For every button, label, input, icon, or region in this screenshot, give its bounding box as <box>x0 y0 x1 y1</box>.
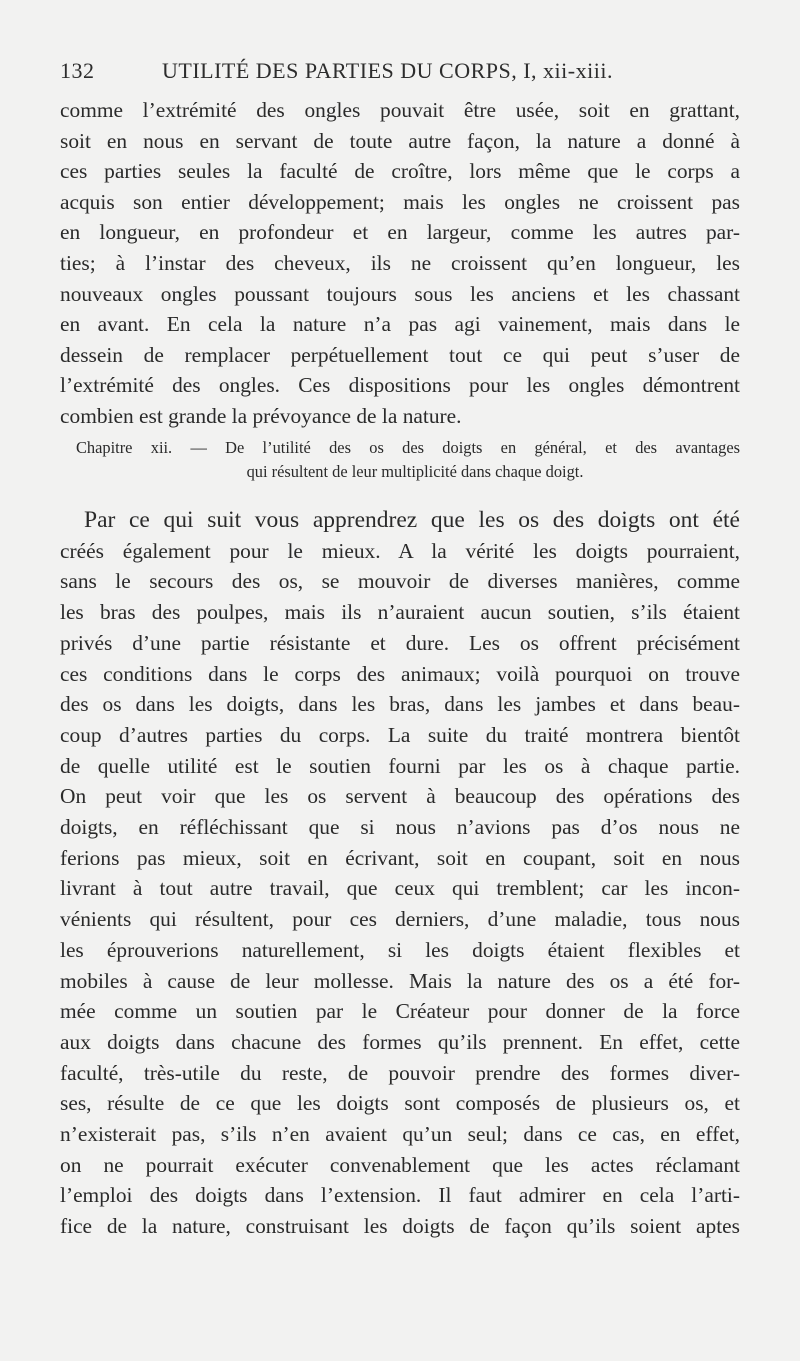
text-line: en longueur, en profondeur et en largeur, comme les autres par- <box>60 220 740 245</box>
text-line: ties; à l’instar des cheveux, ils ne croissent qu’en longueur, les <box>60 250 740 275</box>
chapter-heading <box>76 436 740 484</box>
text-line: On peut voir que les os servent à beaucoup des opérations des <box>60 784 740 809</box>
text-line: nouveaux ongles poussant toujours sous les anciens et les chassant <box>60 281 740 306</box>
text-line: vénients qui résultent, pour ces derniers, d’une maladie, tous nous <box>60 907 740 932</box>
text-line: les éprouverions naturellement, si les doigts étaient flexibles et <box>60 937 740 962</box>
paragraph-os-des-doigts <box>60 505 740 1242</box>
text-line: en avant. En cela la nature n’a pas agi vainement, mais dans le <box>60 312 740 337</box>
text-line: privés d’une partie résistante et dure. Les os offrent précisément <box>60 630 740 655</box>
text-line: doigts, en réfléchissant que si nous n’avions pas d’os nous ne <box>60 815 740 840</box>
text-line: ces parties seules la faculté de croître, lors même que le corps a <box>60 159 740 184</box>
text-line: livrant à tout autre travail, que ceux qui tremblent; car les incon- <box>60 876 740 901</box>
text-line: ses, résulte de ce que les doigts sont composés de plusieurs os, et <box>60 1091 740 1116</box>
text-line: ferions pas mieux, soit en écrivant, soit en coupant, soit en nous <box>60 845 740 870</box>
text-line: soit en nous en servant de toute autre façon, la nature a donné à <box>60 128 740 153</box>
paragraph-ongles <box>60 95 740 432</box>
text-line: acquis son entier développement; mais les ongles ne croissent pas <box>60 189 740 214</box>
running-title: UTILITÉ DES PARTIES DU CORPS, I, xii-xiii. <box>162 58 613 83</box>
text-line: n’existerait pas, s’ils n’en avaient qu’un seul; dans ce cas, en effet, <box>60 1122 740 1147</box>
text-line: des os dans les doigts, dans les bras, dans les jambes et dans beau- <box>60 692 740 717</box>
text-line: Par ce qui suit vous apprendrez que les os des doigts ont été <box>84 507 740 533</box>
text-line: l’emploi des doigts dans l’extension. Il faut admirer en cela l’arti- <box>60 1183 740 1208</box>
page-header <box>60 58 740 92</box>
chapter-heading-line-2: qui résultent de leur multiplicité dans chaque doigt. <box>246 462 584 481</box>
chapter-heading-line-1: Chapitre xii. — De l’utilité des os des doigts en général, et des avantages <box>76 438 740 457</box>
text-line: l’extrémité des ongles. Ces dispositions pour les ongles démontrent <box>60 373 740 398</box>
text-line: comme l’extrémité des ongles pouvait être usée, soit en grattant, <box>60 98 740 122</box>
text-line: ces conditions dans le corps des animaux; voilà pourquoi on trouve <box>60 661 740 686</box>
text-line: coup d’autres parties du corps. La suite du traité montrera bientôt <box>60 722 740 747</box>
text-line: les bras des poulpes, mais ils n’auraient aucun soutien, s’ils étaient <box>60 600 740 625</box>
text-line: mobiles à cause de leur mollesse. Mais la nature des os a été for- <box>60 968 740 993</box>
text-line: créés également pour le mieux. A la vérité les doigts pourraient, <box>60 538 740 563</box>
text-line: mée comme un soutien par le Créateur pour donner de la force <box>60 999 740 1024</box>
text-line: on ne pourrait exécuter convenablement que les actes réclamant <box>60 1152 740 1177</box>
text-line: aux doigts dans chacune des formes qu’ils prennent. En effet, cette <box>60 1029 740 1054</box>
page-number: 132 <box>60 58 95 83</box>
text-line: faculté, très-utile du reste, de pouvoir prendre des formes diver- <box>60 1060 740 1085</box>
text-line: de quelle utilité est le soutien fourni par les os à chaque partie. <box>60 753 740 778</box>
text-line: dessein de remplacer perpétuellement tout ce qui peut s’user de <box>60 342 740 367</box>
text-line: sans le secours des os, se mouvoir de diverses manières, comme <box>60 569 740 594</box>
text-line: combien est grande la prévoyance de la nature. <box>60 403 462 428</box>
text-line: fice de la nature, construisant les doigts de façon qu’ils soient aptes <box>60 1214 740 1239</box>
